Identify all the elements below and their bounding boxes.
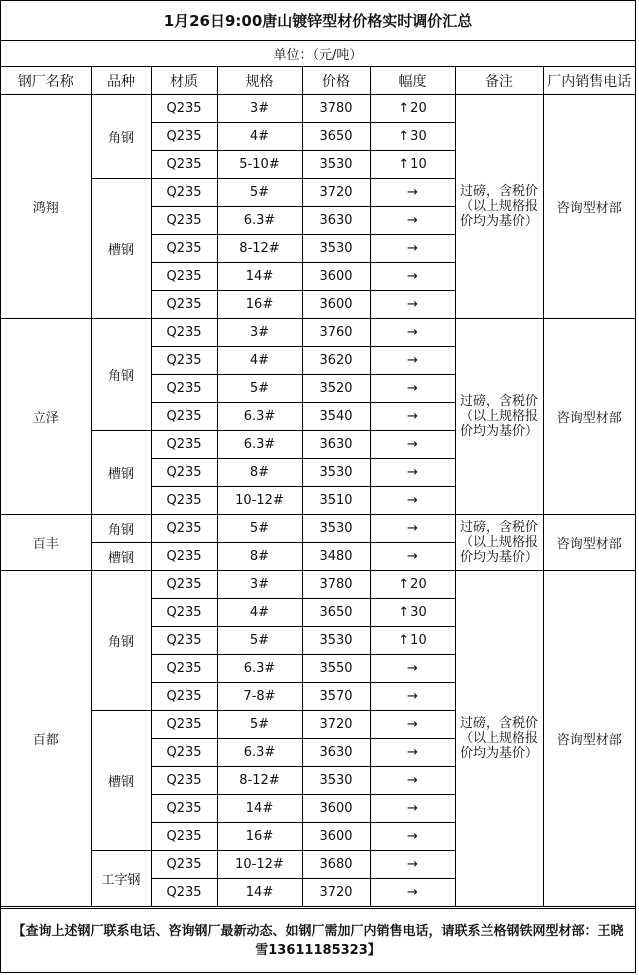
spec-cell: 16# xyxy=(217,291,302,319)
spec-cell: 10-12# xyxy=(217,851,302,879)
arrow-right-icon: → xyxy=(407,185,418,200)
price-cell: 3600 xyxy=(302,291,370,319)
spec-cell: 3# xyxy=(217,95,302,123)
arrow-right-icon: → xyxy=(407,689,418,704)
change-cell xyxy=(370,655,455,683)
arrow-up-icon: ↑ xyxy=(398,101,410,116)
price-cell: 3530 xyxy=(302,235,370,263)
material-cell: Q235 xyxy=(151,403,217,431)
change-cell xyxy=(370,767,455,795)
arrow-right-icon: → xyxy=(407,269,418,284)
header-change: 幅度 xyxy=(370,67,455,95)
price-cell: 3650 xyxy=(302,123,370,151)
arrow-right-icon: → xyxy=(407,885,418,900)
spec-cell: 5-10# xyxy=(217,151,302,179)
arrow-right-icon: → xyxy=(407,717,418,732)
material-cell: Q235 xyxy=(151,683,217,711)
change-cell xyxy=(370,487,455,515)
change-cell xyxy=(370,403,455,431)
price-cell: 3600 xyxy=(302,263,370,291)
material-cell: Q235 xyxy=(151,263,217,291)
spec-cell: 10-12# xyxy=(217,487,302,515)
price-cell: 3760 xyxy=(302,319,370,347)
phone-cell: 咨询型材部 xyxy=(543,95,635,319)
price-cell: 3780 xyxy=(302,571,370,599)
price-cell: 3720 xyxy=(302,179,370,207)
arrow-right-icon: → xyxy=(407,521,418,536)
arrow-right-icon: → xyxy=(407,661,418,676)
mill-name: 鸿翔 xyxy=(1,95,91,319)
price-cell: 3540 xyxy=(302,403,370,431)
material-cell: Q235 xyxy=(151,879,217,907)
product-type: 槽钢 xyxy=(91,543,151,571)
product-type: 角钢 xyxy=(91,571,151,711)
footer-contact: 【查询上述钢厂联系电话、咨询钢厂最新动态、如钢厂需加厂内销售电话，请联系兰格钢铁网型材部：王晓雪13611185323】 xyxy=(1,908,635,972)
change-value: 10 xyxy=(410,633,427,648)
price-cell: 3530 xyxy=(302,515,370,543)
price-cell: 3520 xyxy=(302,375,370,403)
arrow-right-icon: → xyxy=(407,745,418,760)
change-cell xyxy=(370,711,455,739)
arrow-right-icon: → xyxy=(407,381,418,396)
change-value: 20 xyxy=(410,101,427,116)
phone-cell: 咨询型材部 xyxy=(543,319,635,515)
change-cell xyxy=(370,627,455,655)
material-cell: Q235 xyxy=(151,235,217,263)
arrow-right-icon: → xyxy=(407,857,418,872)
change-cell xyxy=(370,851,455,879)
material-cell: Q235 xyxy=(151,515,217,543)
price-cell: 3720 xyxy=(302,711,370,739)
product-type: 槽钢 xyxy=(91,179,151,319)
arrow-right-icon: → xyxy=(407,297,418,312)
change-cell xyxy=(370,823,455,851)
spec-cell: 5# xyxy=(217,375,302,403)
price-cell: 3530 xyxy=(302,151,370,179)
price-cell: 3630 xyxy=(302,431,370,459)
arrow-right-icon: → xyxy=(407,829,418,844)
header-material: 材质 xyxy=(151,67,217,95)
change-cell xyxy=(370,515,455,543)
spec-cell: 7-8# xyxy=(217,683,302,711)
spec-cell: 8# xyxy=(217,543,302,571)
header-phone: 厂内销售电话 xyxy=(543,67,635,95)
price-cell: 3680 xyxy=(302,851,370,879)
header-price: 价格 xyxy=(302,67,370,95)
material-cell: Q235 xyxy=(151,739,217,767)
change-cell xyxy=(370,235,455,263)
arrow-right-icon: → xyxy=(407,465,418,480)
material-cell: Q235 xyxy=(151,571,217,599)
header-note: 备注 xyxy=(455,67,543,95)
product-type: 槽钢 xyxy=(91,711,151,851)
price-cell: 3780 xyxy=(302,95,370,123)
price-cell: 3480 xyxy=(302,543,370,571)
material-cell: Q235 xyxy=(151,123,217,151)
change-cell xyxy=(370,263,455,291)
spec-cell: 8-12# xyxy=(217,235,302,263)
change-cell xyxy=(370,599,455,627)
arrow-right-icon: → xyxy=(407,353,418,368)
spec-cell: 8# xyxy=(217,459,302,487)
price-cell: 3550 xyxy=(302,655,370,683)
note-cell: 过磅，含税价（以上规格报价均为基价） xyxy=(455,95,543,319)
unit-label: 单位：（元/吨） xyxy=(1,41,635,67)
change-cell xyxy=(370,207,455,235)
material-cell: Q235 xyxy=(151,207,217,235)
price-cell: 3600 xyxy=(302,795,370,823)
arrow-up-icon: ↑ xyxy=(398,577,410,592)
arrow-right-icon: → xyxy=(407,773,418,788)
price-cell: 3530 xyxy=(302,627,370,655)
product-type: 工字钢 xyxy=(91,851,151,907)
note-cell: 过磅，含税价（以上规格报价均为基价） xyxy=(455,319,543,515)
price-cell: 3510 xyxy=(302,487,370,515)
change-cell xyxy=(370,543,455,571)
price-cell: 3600 xyxy=(302,823,370,851)
product-type: 槽钢 xyxy=(91,431,151,515)
change-cell xyxy=(370,795,455,823)
material-cell: Q235 xyxy=(151,655,217,683)
material-cell: Q235 xyxy=(151,767,217,795)
product-type: 角钢 xyxy=(91,319,151,431)
change-value: 20 xyxy=(410,577,427,592)
price-cell: 3630 xyxy=(302,739,370,767)
price-cell: 3570 xyxy=(302,683,370,711)
table-row xyxy=(1,319,635,347)
mill-name: 百都 xyxy=(1,571,91,907)
change-cell xyxy=(370,571,455,599)
material-cell: Q235 xyxy=(151,319,217,347)
spec-cell: 5# xyxy=(217,179,302,207)
page-title: 1月26日9:00唐山镀锌型材价格实时调价汇总 xyxy=(1,1,635,41)
table-row xyxy=(1,515,635,543)
change-value: 30 xyxy=(410,605,427,620)
mill-name: 百丰 xyxy=(1,515,91,571)
arrow-up-icon: ↑ xyxy=(398,157,410,172)
phone-cell: 咨询型材部 xyxy=(543,571,635,907)
product-type: 角钢 xyxy=(91,95,151,179)
price-table xyxy=(1,67,635,907)
material-cell: Q235 xyxy=(151,431,217,459)
arrow-right-icon: → xyxy=(407,549,418,564)
change-cell xyxy=(370,739,455,767)
spec-cell: 6.3# xyxy=(217,207,302,235)
change-cell xyxy=(370,179,455,207)
change-cell xyxy=(370,375,455,403)
price-cell: 3530 xyxy=(302,459,370,487)
change-cell xyxy=(370,291,455,319)
phone-cell: 咨询型材部 xyxy=(543,515,635,571)
arrow-right-icon: → xyxy=(407,213,418,228)
spec-cell: 5# xyxy=(217,515,302,543)
material-cell: Q235 xyxy=(151,711,217,739)
header-row xyxy=(1,67,635,95)
material-cell: Q235 xyxy=(151,347,217,375)
arrow-up-icon: ↑ xyxy=(398,129,410,144)
change-cell xyxy=(370,319,455,347)
header-spec: 规格 xyxy=(217,67,302,95)
material-cell: Q235 xyxy=(151,543,217,571)
change-cell xyxy=(370,123,455,151)
spec-cell: 8-12# xyxy=(217,767,302,795)
spec-cell: 4# xyxy=(217,599,302,627)
material-cell: Q235 xyxy=(151,795,217,823)
material-cell: Q235 xyxy=(151,459,217,487)
material-cell: Q235 xyxy=(151,851,217,879)
price-cell: 3720 xyxy=(302,879,370,907)
material-cell: Q235 xyxy=(151,599,217,627)
arrow-up-icon: ↑ xyxy=(398,605,410,620)
change-cell xyxy=(370,95,455,123)
table-body xyxy=(1,95,635,907)
spec-cell: 6.3# xyxy=(217,403,302,431)
spec-cell: 3# xyxy=(217,319,302,347)
note-cell: 过磅，含税价（以上规格报价均为基价） xyxy=(455,515,543,571)
change-cell xyxy=(370,879,455,907)
price-cell: 3530 xyxy=(302,767,370,795)
price-cell: 3630 xyxy=(302,207,370,235)
material-cell: Q235 xyxy=(151,627,217,655)
arrow-up-icon: ↑ xyxy=(398,633,410,648)
spec-cell: 5# xyxy=(217,627,302,655)
spec-cell: 14# xyxy=(217,795,302,823)
spec-cell: 3# xyxy=(217,571,302,599)
material-cell: Q235 xyxy=(151,375,217,403)
material-cell: Q235 xyxy=(151,291,217,319)
header-type: 品种 xyxy=(91,67,151,95)
arrow-right-icon: → xyxy=(407,801,418,816)
material-cell: Q235 xyxy=(151,179,217,207)
spec-cell: 16# xyxy=(217,823,302,851)
change-cell xyxy=(370,683,455,711)
material-cell: Q235 xyxy=(151,95,217,123)
material-cell: Q235 xyxy=(151,487,217,515)
spec-cell: 6.3# xyxy=(217,655,302,683)
change-cell xyxy=(370,151,455,179)
header-mill: 钢厂名称 xyxy=(1,67,91,95)
arrow-right-icon: → xyxy=(407,409,418,424)
spec-cell: 4# xyxy=(217,347,302,375)
spec-cell: 6.3# xyxy=(217,431,302,459)
spec-cell: 5# xyxy=(217,711,302,739)
material-cell: Q235 xyxy=(151,151,217,179)
change-cell xyxy=(370,347,455,375)
mill-name: 立泽 xyxy=(1,319,91,515)
spec-cell: 4# xyxy=(217,123,302,151)
arrow-right-icon: → xyxy=(407,493,418,508)
spec-cell: 6.3# xyxy=(217,739,302,767)
note-cell: 过磅，含税价（以上规格报价均为基价） xyxy=(455,571,543,907)
spec-cell: 14# xyxy=(217,263,302,291)
table-row xyxy=(1,95,635,123)
table-row xyxy=(1,571,635,599)
arrow-right-icon: → xyxy=(407,325,418,340)
price-cell: 3620 xyxy=(302,347,370,375)
change-value: 10 xyxy=(410,157,427,172)
change-cell xyxy=(370,459,455,487)
arrow-right-icon: → xyxy=(407,437,418,452)
spec-cell: 14# xyxy=(217,879,302,907)
material-cell: Q235 xyxy=(151,823,217,851)
product-type: 角钢 xyxy=(91,515,151,543)
arrow-right-icon: → xyxy=(407,241,418,256)
change-cell xyxy=(370,431,455,459)
change-value: 30 xyxy=(410,129,427,144)
price-cell: 3650 xyxy=(302,599,370,627)
